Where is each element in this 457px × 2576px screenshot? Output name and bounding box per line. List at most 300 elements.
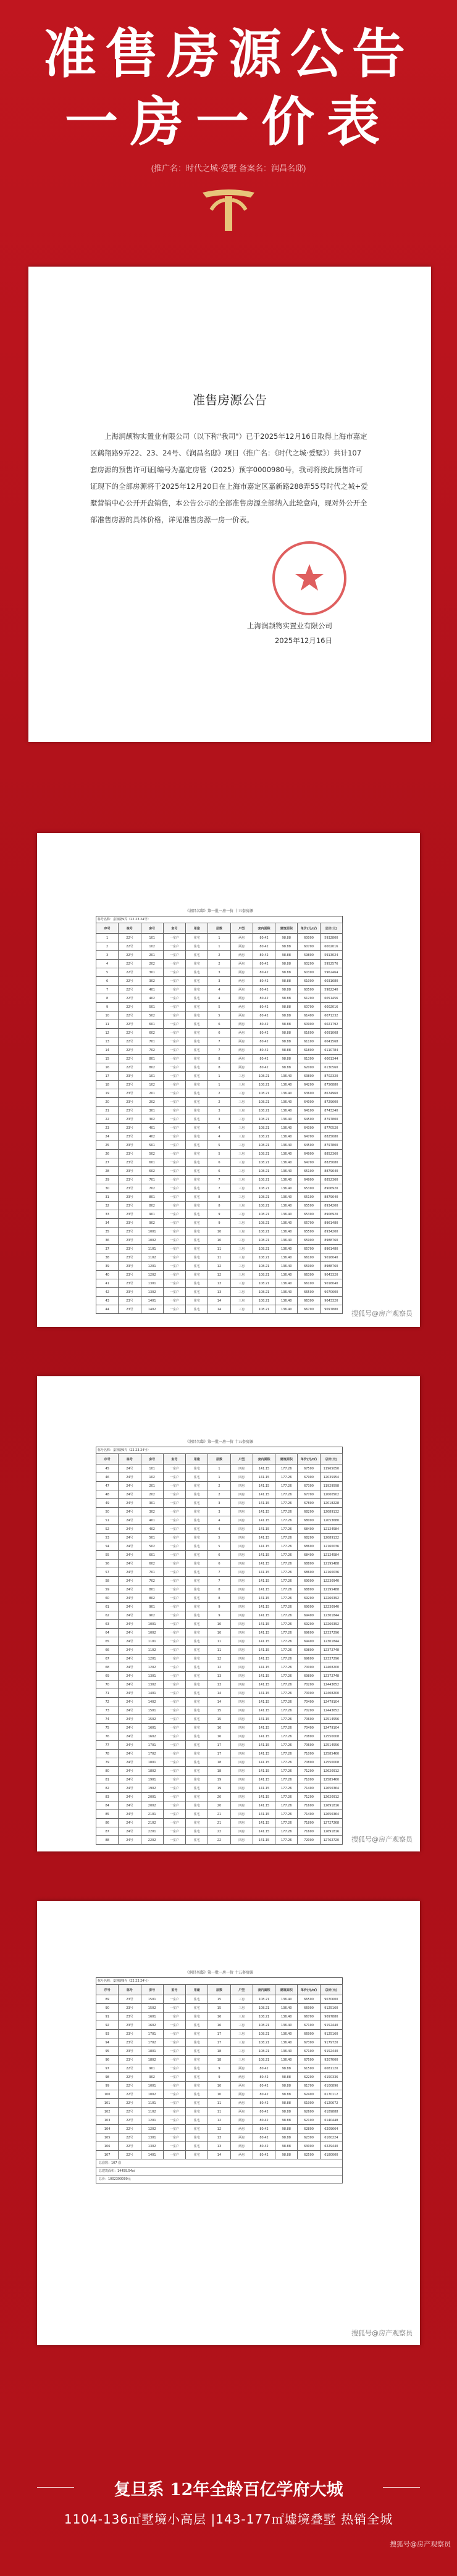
table-cell: 12762720 (320, 1836, 342, 1845)
table-cell: 一室户 (163, 1473, 185, 1482)
table-cell: 48 (96, 1490, 119, 1499)
table-row (96, 2073, 343, 2082)
table-cell: 501 (141, 1003, 163, 1012)
table-cell: 82 (96, 1784, 119, 1793)
table-cell: 61500 (298, 2064, 320, 2073)
table-cell: 5 (208, 1003, 230, 1012)
table-row (96, 1184, 343, 1193)
table-row (96, 1115, 343, 1124)
table-cell: 24号 (119, 1784, 141, 1793)
table-cell: 6081120 (320, 2064, 342, 2073)
table-cell: 98.88 (275, 960, 298, 968)
table-cell: 四房 (230, 1767, 253, 1776)
table-cell: 62200 (298, 2073, 320, 2082)
table-cell: 6 (208, 1167, 230, 1176)
table-cell: 136.40 (275, 2056, 298, 2064)
table-cell: 501 (141, 1141, 163, 1150)
table-cell: 136.40 (275, 1107, 298, 1115)
table-cell: 71200 (298, 1767, 320, 1776)
table-cell: 1301 (141, 1279, 163, 1288)
column-header: 用途 (186, 923, 208, 934)
table-cell: 住宅 (186, 1089, 208, 1098)
table-cell: 141.15 (253, 1801, 275, 1810)
table-row (96, 2125, 343, 2134)
table-cell: 17 (208, 1750, 230, 1758)
table-cell: 136.40 (275, 2047, 298, 2056)
table-cell: 22号 (119, 2090, 141, 2099)
table-cell: 136.40 (275, 2013, 298, 2021)
table-cell: 6130560 (320, 1063, 342, 1072)
table-cell: 6051456 (320, 994, 342, 1003)
table-cell: 23号 (119, 2047, 141, 2056)
table-cell: 1 (208, 934, 230, 942)
table-cell: 5962464 (320, 968, 342, 977)
table-total: 总套数：107 套 (96, 2159, 343, 2167)
table-cell: 2 (208, 951, 230, 960)
table-cell: 住宅 (186, 2013, 208, 2021)
column-header: 序号 (96, 1454, 119, 1465)
table-cell: 102 (141, 1473, 163, 1482)
table-row (96, 2099, 343, 2108)
table-cell: 三房 (230, 2038, 253, 2047)
column-header: 栋号 (119, 1985, 141, 1995)
table-cell: 2 (208, 1482, 230, 1490)
table-row (96, 1560, 343, 1568)
table-cell: 24号 (119, 1758, 141, 1767)
table-cell: 8906920 (320, 1184, 342, 1193)
table-cell: 24号 (119, 1698, 141, 1706)
table-cell: 64 (96, 1629, 119, 1637)
table-cell: 四房 (230, 1706, 253, 1715)
footer-products: 1104-136㎡墅境小高层 |143-177㎡墟境叠墅 热销全城 (64, 2512, 393, 2527)
table-cell: 22号 (119, 2064, 141, 2073)
table-cell: 73 (96, 1706, 119, 1715)
table-cell: 三房 (230, 1262, 253, 1271)
table-cell: 49 (96, 1499, 119, 1508)
table-row (96, 1012, 343, 1020)
table-cell: 136.40 (275, 1098, 298, 1107)
table-cell: 88 (96, 1836, 119, 1845)
table-cell: 24号 (119, 1534, 141, 1542)
table-cell: 一室户 (163, 1672, 185, 1681)
table-cell: 一室户 (163, 1516, 185, 1525)
table-cell: 136.40 (275, 1228, 298, 1236)
table-cell: 69000 (298, 1577, 320, 1585)
table-cell: 103 (96, 2116, 119, 2125)
table-cell: 12301844 (320, 1637, 342, 1646)
table-cell: 9 (208, 2064, 230, 2073)
table-cell: 5 (208, 1012, 230, 1020)
table-cell: 83 (96, 1793, 119, 1801)
table-cell: 141.15 (253, 1689, 275, 1698)
table-cell: 一室户 (163, 1176, 185, 1184)
table-cell: 一室户 (163, 1706, 185, 1715)
table-cell: 住宅 (186, 977, 208, 986)
table-cell: 802 (141, 1063, 163, 1072)
table-cell: 136.40 (275, 1236, 298, 1245)
table-cell: 602 (141, 1167, 163, 1176)
table-cell: 71400 (298, 1784, 320, 1793)
table-cell: 22号 (119, 2134, 141, 2142)
table-cell: 四房 (230, 1620, 253, 1629)
table-cell: 9016040 (320, 1253, 342, 1262)
table-cell: 三房 (230, 2004, 253, 2013)
table-cell: 4 (208, 1132, 230, 1141)
table-cell: 7 (208, 1176, 230, 1184)
table-cell: 13 (208, 1279, 230, 1288)
table-cell: 108.21 (253, 1098, 275, 1107)
table-cell: 一室户 (163, 1793, 185, 1801)
table-cell: 108.21 (253, 1150, 275, 1158)
column-header: 室号 (163, 923, 185, 934)
table-cell: 108.21 (253, 2038, 275, 2047)
table-cell: 12035954 (320, 1473, 342, 1482)
column-header: 层数 (208, 1985, 230, 1995)
table-cell: 61600 (298, 1029, 320, 1037)
table-cell: 24号 (119, 1516, 141, 1525)
table-cell: 80.42 (253, 986, 275, 994)
table-cell: 住宅 (186, 1827, 208, 1836)
table-cell: 6 (208, 1560, 230, 1568)
table-row (96, 1732, 343, 1741)
table-cell: 101 (96, 2099, 119, 2108)
column-header: 建筑面积 (275, 1454, 298, 1465)
table-cell: 177.26 (275, 1473, 298, 1482)
table-cell: 202 (141, 1098, 163, 1107)
table-row (96, 1297, 343, 1305)
table-cell: 177.26 (275, 1663, 298, 1672)
table-cell: 四房 (230, 1465, 253, 1473)
table-cell: 4 (208, 986, 230, 994)
table-cell: 1802 (141, 1767, 163, 1776)
table-cell: 两房 (230, 1046, 253, 1055)
table-cell: 24号 (119, 1827, 141, 1836)
table-cell: 住宅 (186, 2038, 208, 2047)
table-cell: 住宅 (186, 1176, 208, 1184)
table-row (96, 2151, 343, 2159)
table-cell: 一室户 (163, 986, 185, 994)
table-cell: 住宅 (186, 1995, 208, 2004)
table-cell: 四房 (230, 1560, 253, 1568)
table-cell: 12230940 (320, 1577, 342, 1585)
table-cell: 23号 (119, 1176, 141, 1184)
table-row (96, 942, 343, 951)
table-cell: 1501 (141, 1995, 163, 2004)
table-cell: 3 (208, 968, 230, 977)
table-cell: 177.26 (275, 1810, 298, 1819)
table-cell: 住宅 (186, 2142, 208, 2151)
table-cell: 141.15 (253, 1706, 275, 1715)
table-cell: 12550008 (320, 1732, 342, 1741)
table-row (96, 1767, 343, 1776)
table-cell: 三房 (230, 1167, 253, 1176)
table-cell: 141.15 (253, 1827, 275, 1836)
table-row (96, 1655, 343, 1663)
table-cell: 61700 (298, 2082, 320, 2090)
table-cell: 3 (96, 951, 119, 960)
table-cell: 一室户 (163, 977, 185, 986)
table-cell: 四房 (230, 1490, 253, 1499)
table-cell: 住宅 (186, 2047, 208, 2056)
table-cell: 24号 (119, 1836, 141, 1845)
table-cell: 一室户 (163, 1210, 185, 1219)
table-cell: 108.21 (253, 1995, 275, 2004)
table-cell: 9016040 (320, 1279, 342, 1288)
table-cell: 两房 (230, 968, 253, 977)
table-cell: 四房 (230, 1508, 253, 1516)
table-cell: 1201 (141, 2116, 163, 2125)
table-cell: 86 (96, 1819, 119, 1827)
table-cell: 18 (96, 1081, 119, 1089)
table-cell: 61 (96, 1603, 119, 1611)
table-cell: 71000 (298, 1776, 320, 1784)
table-cell: 177.26 (275, 1516, 298, 1525)
table-cell: 61000 (298, 977, 320, 986)
table-cell: 23号 (119, 1081, 141, 1089)
table-cell: 23号 (119, 1115, 141, 1124)
table-cell: 住宅 (186, 2116, 208, 2125)
table-cell: 136.40 (275, 2004, 298, 2013)
table-cell: 136.40 (275, 1262, 298, 1271)
table-cell: 四房 (230, 1542, 253, 1551)
table-cell: 31 (96, 1193, 119, 1202)
table-cell: 98.88 (275, 1055, 298, 1063)
table-cell: 住宅 (186, 1629, 208, 1637)
table-cell: 62400 (298, 2090, 320, 2099)
table-cell: 67700 (298, 1490, 320, 1499)
table-cell: 108.21 (253, 1184, 275, 1193)
table-cell: 70800 (298, 1732, 320, 1741)
table-cell: 65100 (298, 1193, 320, 1202)
table-cell: 66300 (298, 1271, 320, 1279)
table-cell: 8 (96, 994, 119, 1003)
table-cell: 一室户 (163, 2082, 185, 2090)
table-cell: 12691816 (320, 1801, 342, 1810)
table-cell: 四房 (230, 1603, 253, 1611)
table-cell: 401 (141, 1516, 163, 1525)
table-cell: 住宅 (186, 2064, 208, 2073)
table-cell: 84 (96, 1801, 119, 1810)
table-cell: 两房 (230, 2064, 253, 2073)
table-cell: 80.42 (253, 968, 275, 977)
table-row (96, 1098, 343, 1107)
table-cell: 一室户 (163, 1767, 185, 1776)
table-cell: 23号 (119, 1072, 141, 1081)
table-cell: 13 (208, 2142, 230, 2151)
table-cell: 98.88 (275, 2064, 298, 2073)
table-cell: 136.40 (275, 1167, 298, 1176)
table-cell: 23号 (119, 2030, 141, 2038)
table-cell: 两房 (230, 2108, 253, 2116)
table-cell: 11 (96, 1020, 119, 1029)
table-cell: 住宅 (186, 1836, 208, 1845)
table-cell: 141.15 (253, 1577, 275, 1585)
watermark: 搜狐号@房产观察员 (351, 1835, 413, 1843)
table-cell: 13 (96, 1037, 119, 1046)
table-cell: 64900 (298, 1176, 320, 1184)
table-cell: 两房 (230, 2125, 253, 2134)
table-cell: 一室户 (163, 1072, 185, 1081)
table-cell: 23号 (119, 1228, 141, 1236)
table-cell: 6209664 (320, 2125, 342, 2134)
table-cell: 8934200 (320, 1228, 342, 1236)
table-cell: 401 (141, 986, 163, 994)
table-cell: 住宅 (186, 2082, 208, 2090)
table-cell: 141.15 (253, 1560, 275, 1568)
table-cell: 一室户 (163, 2142, 185, 2151)
table-cell: 85 (96, 1810, 119, 1819)
table-cell: 136.40 (275, 1184, 298, 1193)
table-cell: 一室户 (163, 2047, 185, 2056)
table-cell: 402 (141, 994, 163, 1003)
table-cell: 24号 (119, 1750, 141, 1758)
table-cell: 136.40 (275, 1132, 298, 1141)
table-cell: 12408200 (320, 1663, 342, 1672)
table-cell: 74 (96, 1715, 119, 1724)
table-cell: 24号 (119, 1637, 141, 1646)
table-cell: 8906920 (320, 1210, 342, 1219)
table-cell: 177.26 (275, 1672, 298, 1681)
table-cell: 1801 (141, 1758, 163, 1767)
table-cell: 6140448 (320, 2116, 342, 2125)
table-cell: 住宅 (186, 1585, 208, 1594)
table-cell: 一室户 (163, 2090, 185, 2099)
table-cell: 177.26 (275, 1611, 298, 1620)
table-cell: 80.42 (253, 951, 275, 960)
table-cell: 24号 (119, 1560, 141, 1568)
table-cell: 67500 (298, 1465, 320, 1473)
table-cell: 一室户 (163, 934, 185, 942)
table-cell: 一室户 (163, 1490, 185, 1499)
table-cell: 62800 (298, 2125, 320, 2134)
table-cell: 58 (96, 1577, 119, 1585)
table-cell: 107 (96, 2151, 119, 2159)
table-cell: 57 (96, 1568, 119, 1577)
table-cell: 15 (208, 1715, 230, 1724)
table-cell: 一室户 (163, 1253, 185, 1262)
table-cell: 一室户 (163, 1245, 185, 1253)
table-row (96, 1132, 343, 1141)
table-cell: 7 (208, 1037, 230, 1046)
table-cell: 住宅 (186, 1020, 208, 1029)
table-cell: 177.26 (275, 1698, 298, 1706)
table-cell: 141.15 (253, 1776, 275, 1784)
table-cell: 一室户 (163, 1288, 185, 1297)
table-cell: 67300 (298, 2038, 320, 2047)
table-header-text: 《润昌名邸》第一批一房一价 十五套房源 (185, 909, 253, 913)
table-cell: 三房 (230, 1176, 253, 1184)
table-cell: 一室户 (163, 1271, 185, 1279)
table-cell: 9070600 (320, 1288, 342, 1297)
table-cell: 136.40 (275, 1081, 298, 1089)
table-cell: 11 (208, 1245, 230, 1253)
column-header: 单价(元/㎡) (298, 1985, 320, 1995)
table-cell: 35 (96, 1228, 119, 1236)
table-cell: 141.15 (253, 1750, 275, 1758)
table-cell: 12620912 (320, 1793, 342, 1801)
column-header: 序号 (96, 1985, 119, 1995)
table-cell: 一室户 (163, 1465, 185, 1473)
table-cell: 24号 (119, 1681, 141, 1689)
table-cell: 住宅 (186, 1819, 208, 1827)
table-cell: 三房 (230, 1297, 253, 1305)
table-cell: 一室户 (163, 2108, 185, 2116)
table-cell: 98.88 (275, 986, 298, 994)
table-cell: 住宅 (186, 1594, 208, 1603)
table-cell: 8934200 (320, 1202, 342, 1210)
table-cell: 住宅 (186, 2090, 208, 2099)
table-cell: 24号 (119, 1801, 141, 1810)
table-cell: 1702 (141, 1750, 163, 1758)
table-cell: 23号 (119, 1271, 141, 1279)
table-row (96, 1646, 343, 1655)
table-cell: 141.15 (253, 1681, 275, 1689)
table-cell: 98.88 (275, 1037, 298, 1046)
table-cell: 98.88 (275, 934, 298, 942)
table-cell: 3 (208, 1107, 230, 1115)
table-cell: 68400 (298, 1525, 320, 1534)
table-cell: 16 (208, 2013, 230, 2021)
table-cell: 12124584 (320, 1551, 342, 1560)
table-cell: 502 (141, 1542, 163, 1551)
table-cell: 12656364 (320, 1784, 342, 1793)
table-row (96, 1689, 343, 1698)
table-cell: 住宅 (186, 1801, 208, 1810)
table-cell: 108.21 (253, 1081, 275, 1089)
table-cell: 住宅 (186, 968, 208, 977)
table-cell: 22号 (119, 2108, 141, 2116)
table-cell: 一室户 (163, 1055, 185, 1063)
table-cell: 101 (141, 1072, 163, 1081)
table-cell: 四房 (230, 1516, 253, 1525)
table-cell: 141.15 (253, 1793, 275, 1801)
table-cell: 902 (141, 2073, 163, 2082)
table-row (96, 1167, 343, 1176)
table-row (96, 1810, 343, 1819)
table-row (96, 2056, 343, 2064)
table-cell: 13 (208, 2134, 230, 2142)
table-cell: 11929598 (320, 1482, 342, 1490)
table-cell: 12195488 (320, 1560, 342, 1568)
table-cell: 16 (208, 1724, 230, 1732)
table-cell: 一室户 (163, 1689, 185, 1698)
table-cell: 四房 (230, 1819, 253, 1827)
table-cell: 住宅 (186, 1158, 208, 1167)
table-cell: 一室户 (163, 1508, 185, 1516)
table-cell: 65700 (298, 1219, 320, 1228)
table-cell: 8852360 (320, 1150, 342, 1158)
table-cell: 63000 (298, 2142, 320, 2151)
table-cell: 住宅 (186, 1646, 208, 1655)
column-header: 套内面积 (253, 1454, 275, 1465)
table-cell: 8770520 (320, 1124, 342, 1132)
table-cell: 四房 (230, 1473, 253, 1482)
table-cell: 12089132 (320, 1508, 342, 1516)
table-cell: 一室户 (163, 1020, 185, 1029)
table-row (96, 968, 343, 977)
table-cell: 22 (208, 1836, 230, 1845)
table-cell: 4 (96, 960, 119, 968)
table-cell: 19 (208, 1784, 230, 1793)
table-cell: 177.26 (275, 1801, 298, 1810)
table-cell: 1501 (141, 1706, 163, 1715)
table-cell: 24号 (119, 1568, 141, 1577)
table-cell: 136.40 (275, 1124, 298, 1132)
table-cell: 69200 (298, 1594, 320, 1603)
table-cell: 177.26 (275, 1776, 298, 1784)
table-cell: 四房 (230, 1525, 253, 1534)
table-cell: 22号 (119, 1063, 141, 1072)
